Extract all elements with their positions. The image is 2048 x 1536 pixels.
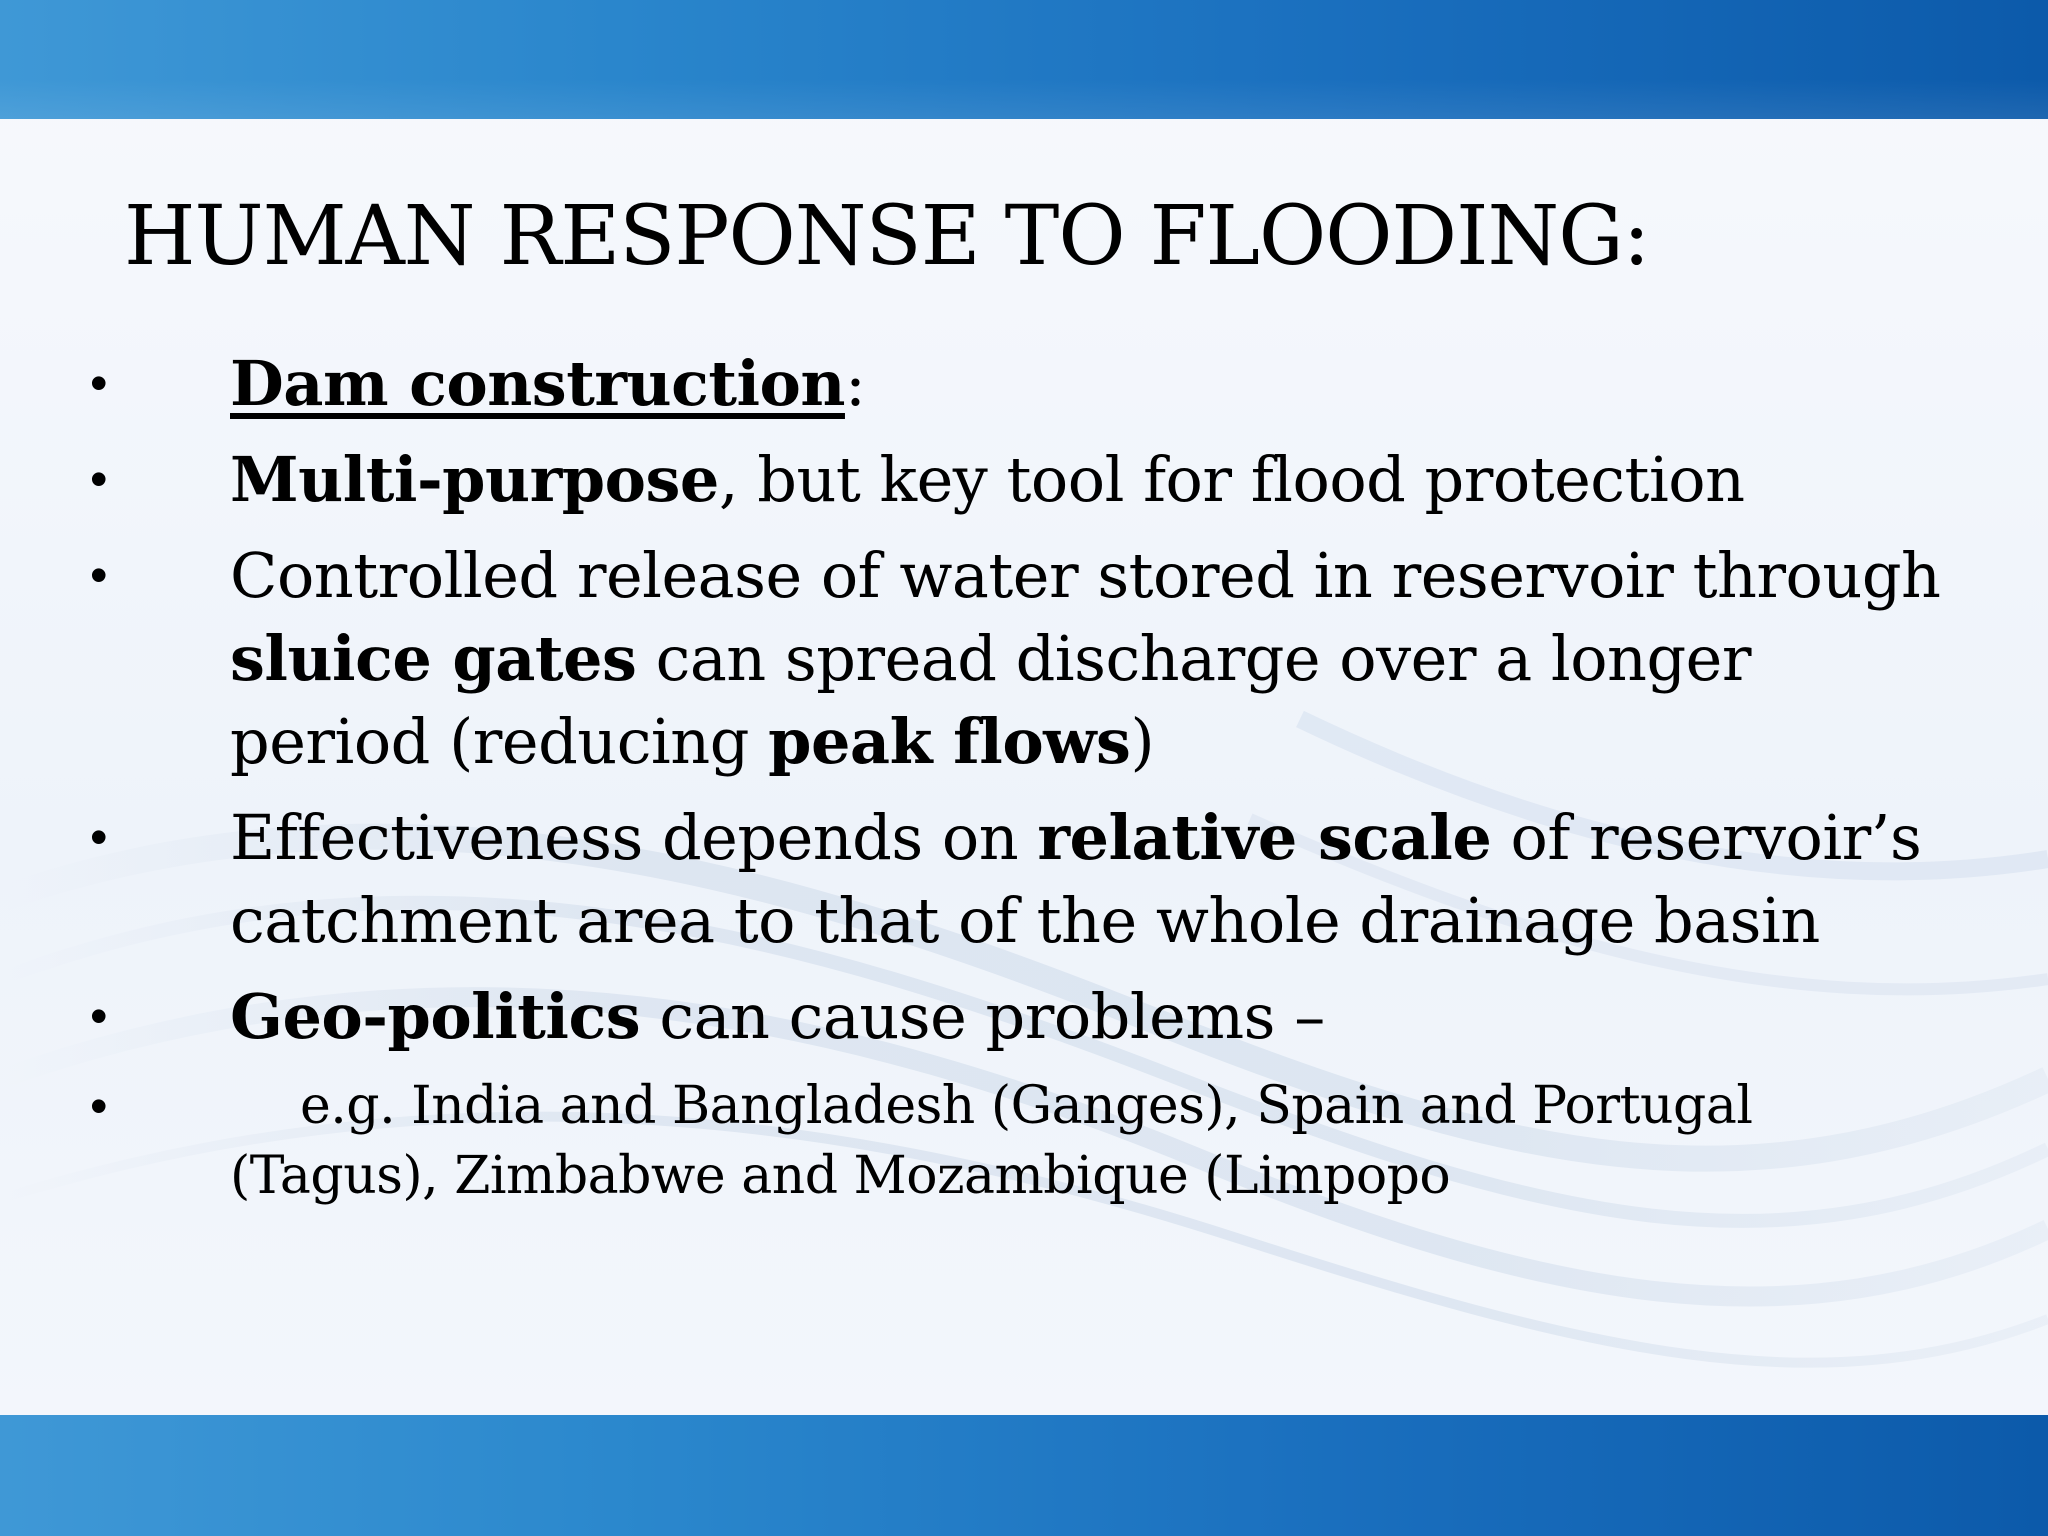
bullet-text: , but key tool for flood protection: [718, 443, 1745, 516]
bullet-text: Controlled release of water stored in reservoir through: [230, 539, 1941, 612]
bullet-marker: •: [90, 988, 108, 1044]
bullet-item-examples: [90, 1071, 1970, 1211]
bullet-text: ): [1130, 705, 1155, 778]
bullet-text: of reservoir’s catchment area to that of the whole drainage basin: [230, 801, 1922, 957]
bullet-text: :: [844, 347, 866, 420]
bullet-list: [90, 342, 1970, 1224]
bullet-marker: •: [90, 547, 108, 603]
bullet-marker: •: [90, 1078, 108, 1134]
slide-title: HUMAN RESPONSE TO FLOODING:: [124, 189, 1650, 284]
bullet-bold-text: sluice gates: [230, 622, 637, 695]
bullet-bold-text: Geo-politics: [230, 980, 641, 1053]
bullet-text: Effectiveness depends on: [230, 801, 1038, 874]
bullet-bold-text: Multi-purpose: [230, 443, 719, 516]
bullet-item-controlled-release: [90, 534, 1970, 783]
bullet-item-effectiveness: [90, 796, 1970, 962]
bullet-marker: •: [90, 809, 108, 865]
bullet-text: e.g. India and Bangladesh (Ganges), Spain and Portugal (Tagus), Zimbabwe and Mozambique (Limpopo: [230, 1076, 1753, 1206]
bullet-item-multi-purpose: [90, 438, 1970, 521]
bottom-banner: [0, 1415, 2048, 1536]
bullet-marker: •: [90, 451, 108, 507]
bullet-text: can spread discharge over a longer period (reducing: [230, 622, 1751, 778]
bullet-text: can cause problems –: [640, 980, 1325, 1053]
bullet-bold-text: relative scale: [1037, 801, 1492, 874]
bullet-item-geo-politics: [90, 975, 1970, 1058]
bullet-marker: •: [90, 355, 108, 411]
top-banner: [0, 0, 2048, 119]
bullet-item-dam-construction: [90, 342, 1970, 425]
bullet-heading: Dam construction: [230, 347, 845, 420]
bullet-bold-text: peak flows: [768, 705, 1131, 778]
